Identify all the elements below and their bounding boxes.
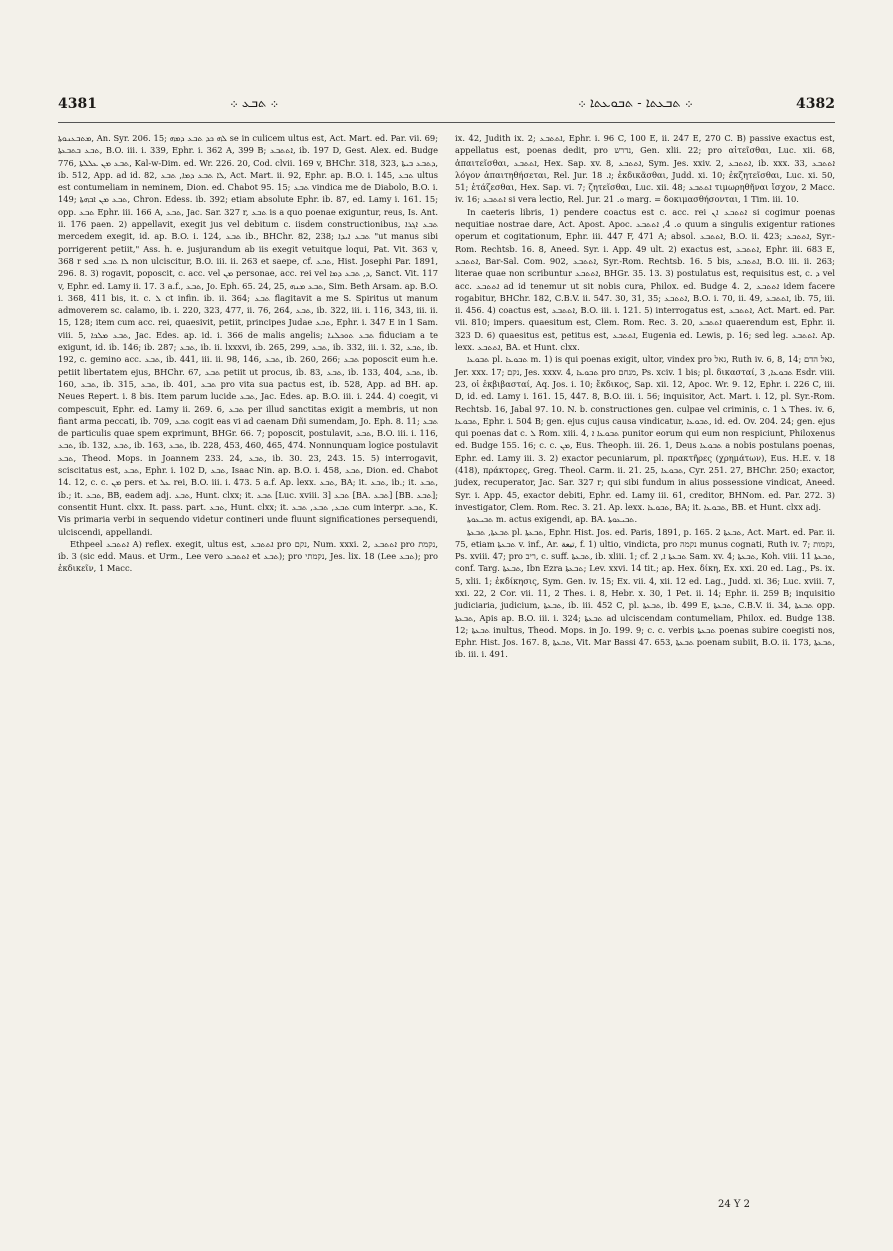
right-running-title: ܀ ܬܒܥܬܐ - ܬܒܘܥܬܐ ܀ <box>578 96 693 111</box>
entry-taboa: ܬܒܘܥܐ pl. ܬܒܘܥܐ m. 1) is qui poenas exigit, ultor, vindex pro גאל, Ruth iv. 6, 8, 14; גאל הדם, Jer. xxx. 17; נקם, Jes. xxxv. 4, ܬܒܘܥܐ pro מנחם, Ps. xciv. 1 bis; pl. δικασταί, ܬܒܘܥܐ, 3 Esdr. viii. 23, οἱ ἐκβιβασταί, Aq. Jos. i. 10; ἔκδικος, Sap. xii. 12, Apoc. Wr. 9. 12, Ephr. i. 226 C, iii. D, id. ed. Lamy i. 161. 15, 447. 8, B.O. iii. i. 56; inquisitor, Act. Mart. i. 12, pl. Syr.-Rom. Rechtsb. 16, Jabal 97. 10. N. b. constructiones gen. culpae vel criminis, c. ܠ 1 Thes. iv. 6, ܬܒܘܥܐ, Ephr. i. 504 B; gen. ejus cujus causa vindicatur, ܬܒܘܥܐ, id. ed. Ov. 204. 24; gen. ejus qui poenas dat c. ܠ Rom. xiii. 4, ܬܒܘܥܐ ܐ punitor eorum qui eum non respiciunt, Philoxenus ed. Budge 155. 16; c. c. ܡܢ, Eus. Theoph. iii. 26. 1, Deus ܬܒܘܥܐ a nobis postulans poenas, Ephr. ed. Lamy iii. 3. 2) exactor pecuniarum, pl. πρακτῆρες (χρημάτων), Eus. H.E. v. 18 (418), πράκτορες, Greg. Theol. Carm. ii. 21. 25, ܬܒܘܥܐ, Cyr. 251. 27, BHChr. 250; exactor, judex, recuperator, Jac. Sar. 327 r; qui sibi fundum in alius possessione vindicat, Aneed. Syr. i. App. 45, exactor debiti, Ephr. ed. Lamy iii. 61, creditor, BHNom. ed. Par. 272. 3) investigator, Clem. Rom. Rec. 3. 21. Ap. lexx. ܬܒܘܥܐ, BA; it. ܬܒܘܥܐ, BB. et Hunt. clxx adj. <box>455 354 836 512</box>
entry-tbiua: ܬܒܝܥܘܬܐ m. actus exigendi, ap. BA. ܬܒܝܥܘܬܐ. <box>467 514 638 525</box>
entry-tbata: ܬܒܥܬܐ, ܬܒܥܬܐ pl. ܬܒܥܬܐ, Ephr. Hist. Jos. ed. Paris, 1891, p. 165. 2 ܬܒܥܬܐ, Act. Mart. ed. Par. ii. 75, etiam ܬܒܥܬܐ v. inf., Ar. تبعة, f. 1) ultio, vindicta, pro נקמה munus cognati, Ruth iv. 7; נקמות, Ps. xviii. 47; pro ריב, c. suff. ܬܒܥܬܐ, ib. xliii. 1; cf. ܬܒܥܬܐ ܐ, 2 Sam. xv. 4; ܬܒܥܬܐ, Koh. viii. 11 ܬܒܥܬܐ, conf. Targ. ܬܒܥܬܐ, Ibn Ezra ܬܒܥܬܐ; Lev. xxvi. 14 tit.; ap. Hex. δίκη, Ex. xxi. 20 ed. Lag., Ps. ix. 5, xlii. 1; ἐκδίκησις, Sym. Gen. iv. 15; Ex. vii. 4, xii. 12 ed. Lag., Judd. xi. 36; Luc. xviii. 7, xxi. 22, 2 Cor. vii. 11, 2 Thes. i. 8, Hebr. x. 30, 1 Pet. ii. 14; Ephr. ii. 259 B; inquisitio judiciaria, judicium, ܬܒܥܬܐ, ib. iii. 452 C, pl. ܬܒܥܬܐ, ib. 499 E, ܬܒܥܬܐ, C.B.V. ii. 34, ܬܒܥܬܐ opp. ܬܒܥܬܐ, Apis ap. B.O. iii. i. 324; ܬܒܥܬܐ ad ulciscendam contumeliam, Philox. ed. Budge 138. 12; ܬܒܥܬܐ inultus, Theod. Mops. in Jo. 199. 9; c. c. verbis ܬܒܥܬܐ poenas subire coegisti nos, Ephr. Hist. Jos. 167. 8, ܬܒܥܬܐ, Vit. Mar Bassi 47. 653, ܬܒܥܬܐ poenam subiit, B.O. ii. 173, ܬܒܥܬܐ, ib. iii. i. 491. <box>455 526 836 660</box>
right-paragraph-2: In caeteris libris, 1) pendere coactus est c. acc. rei ܐܬܬܒܥ ܐܢ si cogimur poenas nequitiae nostrae dare, Act. Apost. Apoc. ܘ. 4, ܐܬܬܒܥ quum a singulis exigentur rationes operum et cogitationum, Ephr. iii. 447 F, 471 A; absol. ܐܬܬܒܥ, B.O. ii. 423; ܐܬܬܒܥ, Syr.-Rom. Rechtsb. 16. 8, Aneed. Syr. i. App. 49 ult. 2) exactus est, ܐܬܬܒܥ, Ephr. iii. 683 E, ܐܬܬܒܥ, Bar-Sal. Com. 902, ܐܬܬܒܥ, Syr.-Rom. Rechtsb. 16. 5 bis, ܐܬܬܒܥ, B.O. iii. ii. 263; literae quae non scribuntur ܐܬܬܒܥ, BHGr. 35. 13. 3) postulatus est, requisitus est, c. ܕ vel acc. ܐܬܬܒܥ ad id tenemur ut sit nobis cura, Philox. ed. Budge 4. 2, ܐܬܬܒܥ idem facere rogabitur, BHChr. 182, C.B.V. ii. 547. 30, 31, 35; ܐܬܬܒܥ, B.O. i. 70, ii. 49, ܐܬܬܒܥ, ib. 75, iii. ii. 456. 4) coactus est, ܐܬܬܒܥ, B.O. iii. i. 121. 5) interrogatus est, ܐܬܬܒܥ, Act. Mart. ed. Par. vii. 810; impers. quaesitum est, Clem. Rom. Rec. 3. 20, ܐܬܬܒܥ quaerendum est, Ephr. ii. 323 D. 6) quaesitus est, petitus est, ܐܬܬܒܥ, Eugenia ed. Lewis, p. 16; sed leg. ܐܬܬܒܥ. Ap. lexx. ܐܬܬܒܥ, BA. et Hunt. clxx. <box>455 206 836 353</box>
left-column <box>58 132 438 575</box>
right-page-number: 4382 <box>796 96 835 112</box>
left-page-number: 4381 <box>58 96 97 112</box>
right-paragraph-1: ix. 42, Judith ix. 2; ܐܬܬܒܥ, Ephr. i. 96 C, 100 E, ii. 247 E, 270 C. B) passive exactus est, appellatus est, poenas dedit, pro נדרש, Gen. xlii. 22; pro αἰτεῖσθαι, Luc. xii. 68, ἀπαιτεῖσθαι, ܐܬܬܒܥ, Hex. Sap. xv. 8, ܐܬܬܒܥ, Sym. Jes. xxiv. 2, ܐܬܬܒܥ, ib. xxx. 33, ܐܬܬܒܥ λόγον ἀπαιτηθήσεται, Rel. Jur. ܐ. 18; ἐκδικᾶσθαι, Judd. xi. 10; ἐκζητεῖσθαι, Luc. xi. 50, 51; ἐτάζεσθαι, Hex. Sap. vi. 7; ζητεῖσθαι, Luc. xii. 48; ܐܬܬܒܥ τιμωρηθῆναι ἴσχον, 2 Macc. iv. 16; ܐܬܬܒܥ si vera lectio, Rel. Jur. ܘ. 21 marg. = δοκιμασθήσονται, 1 Tim. iii. 10. <box>455 133 835 205</box>
signature-mark: 24 Y 2 <box>718 1199 751 1210</box>
left-paragraph-1: ܡܬܒܥܢܘܬܐ, An. Syr. 206. 15; ܠܗ ܟܕ ܬܒܥ ܕܡܗ se in culicem ultus est, Act. Mart. ed. Par. vii. 69; ܬܒܥ ܒܬܒܥܬܐ, B.O. iii. i. 339, Ephr. i. 362 A, 399 B; ܐܬܬܒܥ, ib. 197 D, Gest. Alex. ed. Budge 776, ܬܒܥ ܡܢ ܥܠܠܬܐ, Kal-w-Dim. ed. Wr. 226. 20, Cod. clvii. 169 v, BHChr. 318, 323, ܕܬܒܥ ܒܝܬܐ, ib. 512, App. ad id. 82, ܠܐ ܬܒܥ ܕܡܐ, ܬܒܥ, Act. Mart. ii. 92, Ephr. ap. B.O. i. 145, ܬܒܥ ultus est contumeliam in neminem, Dion. ed. Chabot 95. 15; ܬܒܥ vindica me de Diabolo, B.O. i. 149; ܬܒܥ ܡܢ ܐܒܗܬܐ, Chron. Edess. ib. 392; etiam absolute Ephr. ib. 87, ed. Lamy i. 161. 15; opp. ܬܒܥ Ephr. iii. 166 A, ܬܒܥ, Jac. Sar. 327 r, ܬܒܥ is a quo poenae exiguntur, reus, Is. Ant. ii. 176 paen. 2) appellavit, exegit jus vel debitum c. iisdem constructionibus, ܬܒܥ ܐܓܪܐ mercedem exegit, id. ap. B.O. i. 124, ܬܒܥ ib., BHChr. 82, 238; ܬܒܥ ܐܝܕܐ "ut manus sibi porrigerent petiit," Ass. h. e. jusjurandum ab iis exegit vetuitque loqui, Pat. Vit. 363 v, 368 r sed ܠܐ ܬܒܥ non ulciscitur, B.O. iii. ii. 263 et saepe, cf. ܬܒܥ, Hist. Josephi Par. 1891, 296. 8. 3) rogavit, poposcit, c. acc. vel ܡܢ personae, acc. rei vel ܕ, ܬܒܥ ܕܡܐ, Sanct. Vit. 117 v, Ephr. ed. Lamy ii. 17. 3 a.f., ܬܒܥ, Jo. Eph. 65. 24, 25, ܬܒܥ ܡܢܗ, Sim. Beth Arsam. ap. B.O. i. 368, 411 bis, it. c. ܠ ct infin. ib. ii. 364; ܬܒܥ flagitavit a me S. Spiritus ut manum admoverem sc. calamo, ib. i. 220, 323, 477, ii. 76, 264, ܬܒܥ, ib. 322, iii. i. 116, 343, iii. ii. 15, 128; item cum acc. rei, quaesivit, petiit, principes Judae ܬܒܥ, Ephr. i. 347 E in 1 Sam. viii. 5, ܬܒܥ ܡܠܟܐ, Jac. Edes. ap. id. i. 366 de malis angelis; ܬܒܥ ܬܘܟܠܢܐ fiduciam a te exigunt, id. ib. 146; ib. 287; ܬܒܥ, ib. ii. lxxxvi, ib. 265, 299, ܬܒܥ, ib. 332, iii. i. 32, ܬܒܥ, ib. 192, c. gemino acc. ܬܒܥ, ib. 441, iii. ii. 98, 146, ܬܒܥ, ib. 260, 266; ܬܒܥ poposcit eum h.e. petiit libertatem ejus, BHChr. 67, ܬܒܥ petiit ut procus, ib. 83, ܬܒܥ, ib. 133, 404, ܬܒܥ, ib. 160, ܬܒܥ, ib. 315, ܬܒܥ, ib. 401, ܬܒܥ pro vita sua pactus est, ib. 528, App. ad BH. ap. Neues Repert. i. 8 bis. Item parum lucide ܬܒܥ, Jac. Edes. ap. B.O. iii. i. 244. 4) coegit, vi compescuit, Ephr. ed. Lamy ii. 269. 6, ܬܒܥ per illud sanctitas exigit a membris, ut non fiant arma peccati, ib. 709, ܬܒܥ cogit eas vi ad caenam Dñi sumendam, Jo. Eph. 8. 11; ܬܒܥ de particulis quae spem exprimunt, BHGr. 66. 7; poposcit, postulavit, ܬܒܥ, B.O. iii. i. 116, ܬܒܥ, ib. 132, ܬܒܥ, ib. 163, ܬܒܥ, ib. 228, 453, 460, 465, 474. Nonnunquam logice postulavit ܬܒܥ, Theod. Mops. in Joannem 233. 24, ܬܒܥ, ib. 30. 23, 243. 15. 5) interrogavit, sciscitatus est, ܬܒܥ, Ephr. i. 102 D, ܬܒܥ, Isaac Nin. ap. B.O. i. 458, ܬܒܥ, Dion. ed. Chabot 14. 12, c. c. ܡܢ pers. et ܥܠ rei, B.O. iii. i. 473. 5 a.f. Ap. lexx. ܬܒܥ, BA; it. ܬܒܥ, ib.; it. ܬܒܥ, ib.; it. ܬܒܥ, BB, eadem adj. ܬܒܥ, Hunt. clxx; it. ܬܒܥ [Luc. xviii. 3] ܬܒܥ [BA. ܬܒܥ] [BB. ܬܒܥ]; consentit Hunt. clxx. It. pass. part. ܬܒܥ, Hunt. clxx; it. ܬܒܥ, ܬܒܥ, ܬܒܥ cum interpr. ܬܒܥ, K. Vis primaria verbi in sequendo videtur contineri unde fluunt significationes persequendi, ulciscendi, appellandi. <box>58 133 439 537</box>
left-running-title: ܀ ܬܒܥ ܀ <box>230 96 279 111</box>
header-rule <box>58 122 835 123</box>
ethpeel-paragraph: Ethpeel ܐܬܬܒܥ A) reflex. exegit, ultus est, ܐܬܬܒܥ pro נקם, Num. xxxi. 2, ܐܬܬܒܥ pro נקמת, ib. 3 (sic edd. Maus. et Urm., Lee vero ܐܬܬܒܥ et ܬܒܥ); pro נקמתי, Jes. lix. 18 (Lee ܬܒܥ); pro ἐκδικεῖν, 1 Macc. <box>58 538 438 574</box>
right-column <box>455 132 835 661</box>
